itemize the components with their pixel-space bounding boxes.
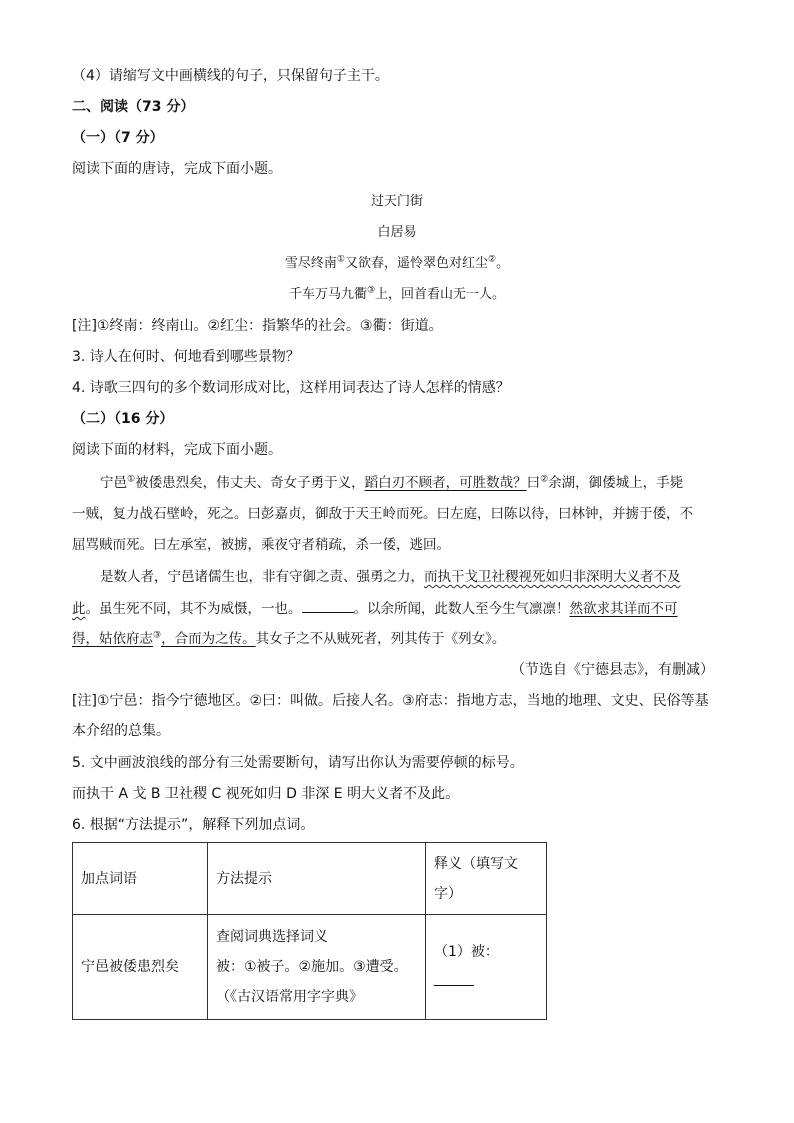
footnote-marker: ③ [366, 285, 376, 296]
table-cell-method [208, 915, 426, 1020]
poem-text: 又欲春，遥怜翠色对红尘 [344, 256, 488, 271]
underlined-sentence: 然欲求其详而不可 [569, 601, 678, 617]
footnote-marker: ② [540, 474, 549, 485]
question-5: 5. 文中画波浪线的部分有三处需要断句，请写出你认为需要停顿的标号。 [72, 755, 524, 771]
passage-source: （节选自《宁德县志》，有删减） [511, 662, 714, 678]
poem-text: 雪尽终南 [284, 256, 337, 271]
underlined-sentence: 蹈白刃不顾者，可胜数哉？ [364, 475, 527, 491]
table-row [73, 915, 547, 1020]
passage-text: 宁邑 [100, 475, 127, 491]
footnote-marker: ③ [153, 630, 162, 641]
passage-p1-line-1 [100, 473, 683, 493]
table-header-row [73, 843, 547, 915]
passage-p2-line-2 [72, 598, 678, 619]
passage-note-line-2: 本介绍的总集。 [72, 723, 170, 739]
header-text: 字） [434, 885, 462, 902]
method-line: （《古汉语常用字字典》 [216, 989, 363, 1005]
passage-note-line-1: [注]①宁邑：指今宁德地区。②曰：叫做。后接人名。③府志：指地方志，当地的地理、文史、民俗等基 [72, 693, 709, 709]
footnote-marker: ① [127, 474, 136, 485]
question-5-options: 而执干 A 戈 B 卫社稷 C 视死如归 D 非深 E 明大义者不及此。 [72, 786, 460, 802]
underlined-sentence: ，合而为之传。 [161, 631, 256, 647]
wavy-underlined-text: 而执干戈卫社稷视死如归非深明大义者不及 [424, 569, 681, 585]
poem-author: 白居易 [377, 225, 417, 240]
question-3: 3. 诗人在何时、何地看到哪些景物？ [72, 349, 300, 365]
part-2-instruction: 阅读下面的材料，完成下面小题。 [72, 442, 282, 458]
poem-note: [注]①终南：终南山。②红尘：指繁华的社会。③衢：街道。 [72, 318, 443, 334]
table-cell-answer [426, 915, 547, 1020]
passage-p1-line-3: 屈骂贼而死。曰左承室，被掳，乘夜守者稍疏，杀一倭，逃回。 [72, 537, 450, 553]
passage-text: 余湖，御倭城上，手毙 [548, 475, 684, 491]
table-header-cell: 方法提示 [208, 843, 426, 915]
part-1-instruction: 阅读下面的唐诗，完成下面小题。 [72, 161, 282, 177]
question-4-prompt: （4）请缩写文中画横线的句子，只保留句子主干。 [72, 68, 389, 84]
table-header-cell [426, 843, 547, 915]
passage-p2-line-3 [72, 629, 505, 649]
answer-blank[interactable] [434, 971, 474, 986]
poem-text: 千车万马九衢 [288, 287, 367, 302]
poem-line-1 [0, 254, 794, 274]
passage-p1-line-2: 一贼，复力战石壁岭，死之。曰彭嘉贞，御敌于天王岭而死。曰左庭，曰陈以待，曰林钟，并掳于倭，不 [72, 506, 693, 522]
fill-in-blank[interactable] [302, 598, 354, 613]
section-2-title: 二、阅读（73 分） [72, 99, 195, 115]
passage-p2-line-1 [100, 567, 681, 587]
answer-label: （1）被： [434, 944, 499, 960]
question-4: 4. 诗歌三四句的多个数词形成对比，这样用词表达了诗人怎样的情感？ [72, 380, 510, 396]
poem-title: 过天门街 [370, 194, 423, 209]
table-header-cell: 加点词语 [73, 843, 208, 915]
passage-text: 曰 [526, 475, 541, 491]
poem-text: 上，回首看山无一人。 [375, 287, 506, 302]
method-line: 被：①被子。②施加。③遭受。 [216, 959, 408, 975]
passage-text: 。以余所闻，此数人至今生气凛凛！ [353, 601, 570, 617]
part-2-title: （二）（16 分） [72, 411, 174, 427]
passage-text: 被倭患烈矣，伟丈夫、奇女子勇于义， [135, 475, 365, 491]
method-table [72, 842, 547, 1020]
question-6: 6. 根据“方法提示”，解释下列加点词。 [72, 817, 315, 833]
poem-text: 。 [496, 256, 510, 271]
method-line: 查阅词典选择词义 [216, 929, 328, 945]
underlined-sentence: 得，姑依府志 [72, 631, 153, 647]
poem-line-2 [0, 285, 794, 305]
passage-text: 是数人者，宁邑诸儒生也，非有守御之责、强勇之力， [100, 569, 424, 585]
footnote-marker: ① [336, 254, 345, 265]
passage-text: 其女子之不从贼死者，列其传于《列女》。 [255, 631, 506, 647]
part-1-title: （一）（7 分） [72, 130, 164, 146]
wavy-underlined-text: 此 [72, 601, 86, 617]
table-cell-word: 宁邑被倭患烈矣 [73, 915, 208, 1020]
header-text: 释义（填写文 [434, 855, 518, 872]
footnote-marker: ② [488, 254, 497, 265]
passage-text: 。虽生死不同，其不为威慑，一也。 [85, 601, 302, 617]
